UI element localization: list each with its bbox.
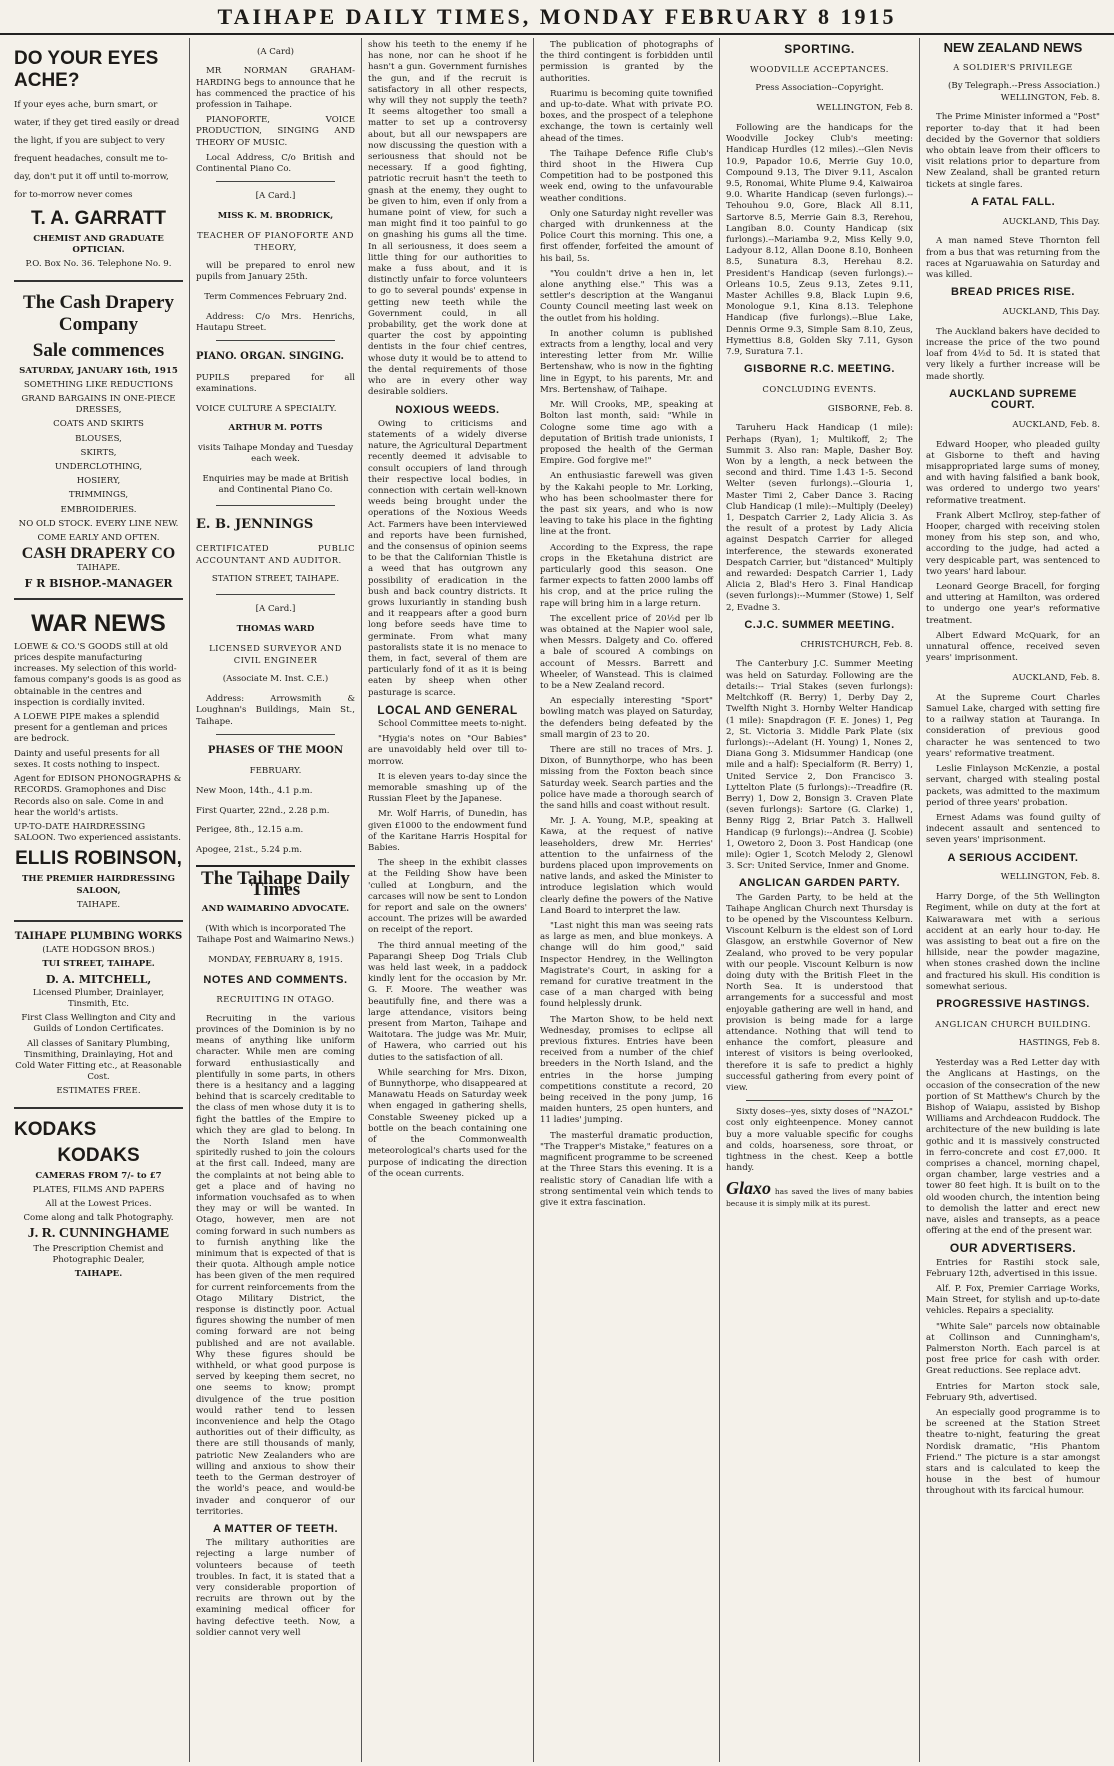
dateline: HASTINGS, Feb 8. xyxy=(1018,1038,1100,1049)
news-item: Mr. Will Crooks, MP., speaking at Bolton last month, said: "While in Cologne some time ago with a deputation of British trade unionists, I proposed the health of the German Empire. God forgive me!" xyxy=(540,400,713,467)
local-item: "Hygia's notes on "Our Babies" are unavoidably held over till to-morrow. xyxy=(368,734,527,767)
cash-co: CASH DRAPERY CO xyxy=(21,545,176,563)
notes-head: NOTES AND COMMENTS. xyxy=(203,973,348,986)
press-line: Press Association--Copyright. xyxy=(755,83,884,94)
kodak-prices: All at the Lowest Prices. xyxy=(45,1198,152,1209)
moon-phase: New Moon, 14th., 4.1 p.m. xyxy=(196,785,313,796)
plumb-sub: (LATE HODGSON BROS.) xyxy=(42,945,155,956)
sale-line1: SOMETHING LIKE REDUCTIONS xyxy=(23,379,174,390)
card-label: [A Card.] xyxy=(255,603,296,614)
news-item: Ruarimu is becoming quite townified and up-to-date. What with private P.O. boxes, and the prospect of a telephone exchange, the town is certainly well ahead of the times. xyxy=(540,88,713,144)
graham-text-3: Local Address, C/o British and Continental Piano Co. xyxy=(196,152,355,175)
column-cards xyxy=(190,38,362,1762)
local-item: The sheep in the exhibit classes at the Feilding Show have been 'culled at Longburn, and the carcases will now be sent to London for report and sale on the owners' account. The prizes will be awarded on receipt of the report. xyxy=(368,858,527,936)
cunningham-name: J. R. CUNNINGHAME xyxy=(27,1226,170,1242)
plumb-name: D. A. MITCHELL, xyxy=(45,972,152,986)
ward-name: THOMAS WARD xyxy=(236,623,315,634)
news-item: An especially interesting "Sport" bowling match was played on Saturday, the defenders being defeated by the small margin of 23 to 20. xyxy=(540,696,713,740)
advertisers-text: Entries for Marton stock sale, February 9th, advertised. xyxy=(926,1381,1100,1403)
teeth-continued: show his teeth to the enemy if he has none, nor can he shoot if he hasn't a gun. Government furnishes the gun, and if the recruit is satisfactory in all other respects, why will they not supply the teeth? It seems altogether too small a matter to set up a controversy about, but all our newspapers are now discussing the question with a seriousness that should not be necessary. If a good fighting, patriotic recruit hasn't the teeth to gnash at the enemy, they ought to be given to him, even if only from a humane point of view, for such a man might find it too painful to go on gnashing his gums all the time. In all seriousness, it does seem a little thing for our authorities to make a fuss about, and it is distinctly unfair to force volunteers to go to several pounds' expense in getting new teeth while the Government could, in all probability, get the work done at quarter the cost by appointing dentists in the four chief centres, whose duty it would be to attend to the dental requirements of those who are in every other way desirable soldiers. xyxy=(368,40,527,398)
court-text: Leslie Finlayson McKenzie, a postal servant, charged with stealing postal packets, was admitted to the maximum period of three years' probation. xyxy=(926,764,1100,808)
column-sporting xyxy=(720,38,920,1762)
news-item: The Marton Show, to be held next Wednesday, promises to eclipse all previous fixtures. Entries have been received from a number of the chief breeders in the North Island, and the entries in the horse jumping competitions constitute a record, 20 being received in the pony jump, 16 maiden hunters, 25 open hunters, and 11 ladies' jumping. xyxy=(540,1014,713,1126)
plumb-cert: First Class Wellington and City and Guilds of London Certificates. xyxy=(21,1013,176,1035)
advertisers-text: "White Sale" parcels now obtainable at Collinson and Cunningham's, Palmerston North. Each parcel is at post free price for cash with order. Great reductions. See replace advt. xyxy=(926,1321,1100,1377)
potts-text: visits Taihape Monday and Tuesday each week. xyxy=(197,443,354,465)
dateline: (By Telegraph.--Press Association.) WELLINGTON, Feb. 8. xyxy=(948,81,1100,103)
war-text: Agent for EDISON PHONOGRAPHS & RECORDS. Gramophones and Disc Records also on sale. Come in and hear the world's artists. xyxy=(14,774,182,818)
advertisers-text: Alf. P. Fox, Premier Carriage Works, Main Street, for stylish and up-to-date vehicles. Repairs a speciality. xyxy=(926,1283,1100,1317)
news-item: "You couldn't drive a hen in, let alone anything else." This was a settler's description at the Wanganui County Council meeting last week on the outlet from his holding. xyxy=(540,268,713,324)
woodville-head: WOODVILLE ACCEPTANCES. xyxy=(750,63,889,74)
moon-month: FEBRUARY. xyxy=(249,766,302,776)
jennings-name: E. B. JENNINGS xyxy=(196,517,314,533)
nazol-ad: Sixty doses--yes, sixty doses of "NAZOL" cost only eighteenpence. Money cannot buy a more valuable specific for coughs and colds, hoarseness, sore throat, or tightness in the chest. Keep a bottle handy. xyxy=(726,1107,913,1174)
cash-drapery-ad xyxy=(14,282,183,600)
war-text: Dainty and useful presents for all sexes. It costs nothing to inspect. xyxy=(14,748,160,770)
kodak-ad xyxy=(14,1109,183,1290)
divider xyxy=(216,181,335,182)
sale-line2: GRAND BARGAINS IN ONE-PIECE DRESSES, xyxy=(21,394,176,416)
ward-assoc: (Associate M. Inst. C.E.) xyxy=(222,674,329,685)
local-item: School Committee meets to-night. xyxy=(378,718,527,729)
war-news-title: WAR NEWS xyxy=(31,609,166,637)
sale-date: SATURDAY, JANUARY 16th, 1915 xyxy=(19,365,178,376)
column-nz-news xyxy=(920,38,1106,1762)
court-text: Ernest Adams was found guilty of indecent assault and sentenced to seven years' imprisonment. xyxy=(926,812,1100,846)
edition-date: MONDAY, FEBRUARY 8, 1915. xyxy=(208,954,343,965)
divider xyxy=(746,1100,893,1101)
news-item: There are still no traces of Mrs. J. Dixon, of Bunnythorpe, who has been missing from the Foxton beach since Saturday week. Search parties and the police have made a thorough search of the sand hills and coast without result. xyxy=(540,744,713,811)
dateline: AUCKLAND, This Day. xyxy=(1002,307,1100,318)
paper-title: The Taihape Daily Times xyxy=(201,867,350,901)
court-head: AUCKLAND SUPREME COURT. xyxy=(949,387,1077,412)
brodrick-title: TEACHER OF PIANOFORTE AND THEORY, xyxy=(197,230,354,252)
divider xyxy=(216,734,335,735)
potts-enquiries: Enquiries may be made at British and Continental Piano Co. xyxy=(202,474,349,496)
hastings-sub: ANGLICAN CHURCH BUILDING. xyxy=(935,1018,1091,1029)
potts-name: ARTHUR M. POTTS xyxy=(228,423,323,434)
piano-head: PIANO. ORGAN. SINGING. xyxy=(196,351,345,363)
gisborne-sub: CONCLUDING EVENTS. xyxy=(762,383,877,394)
sale-item: SKIRTS, xyxy=(80,447,117,458)
kodaks-title-2: KODAKS xyxy=(57,1144,140,1166)
court-text: At the Supreme Court Charles Samuel Lake, charged with setting fire to a railway station at Tauranga. In consideration of previous good character he was sentenced to two years' reformative treatment. xyxy=(926,692,1100,759)
advertisers-text: Entries for Rastihi stock sale, February 12th, advertised in this issue. xyxy=(926,1257,1100,1279)
sporting-head: SPORTING. xyxy=(784,42,855,56)
dateline: AUCKLAND, This Day. xyxy=(1002,216,1100,227)
sale-item: HOSIERY, xyxy=(76,476,121,487)
news-item: The publication of photographs of the third contingent is forbidden until permission is granted by the authorities. xyxy=(540,40,713,84)
sale-item: EMBROIDERIES. xyxy=(60,504,137,515)
garden-text: The Garden Party, to be held at the Taihape Anglican Church next Thursday is to be opened by the Viscountess Kelburn. Viscount Kelburn is the eldest son of Lord Glasgow, an erstwhile Governor of New Zealand, who proved to be very popular with our people. Viscount Kelburn is now doing duty with the British Fleet in the North Sea. It is understood that arrangements for a successful and most enjoyable gathering are well in hand, and provision is being made for a large attendance. Nothing that will tend to enhance the comfort, pleasure and interest of visitors is being overlooked, therefore it is safe to predict a highly successful gathering from every point of view. xyxy=(726,892,913,1093)
garden-head: ANGLICAN GARDEN PARTY. xyxy=(738,877,901,890)
cash-town: TAIHAPE. xyxy=(76,563,121,574)
jennings-address: STATION STREET, TAIHAPE. xyxy=(211,574,340,585)
sale-title: Sale commences xyxy=(32,339,165,361)
notes-sub: RECRUITING IN OTAGO. xyxy=(216,994,335,1005)
news-item: In another column is published extracts from a lengthy, local and very interesting letter from Mr. Willie Bertenshaw, who is now in the fighting line in Egypt, to his parents, Mr. and Mrs. Bertenshaw, of Taihape. xyxy=(540,328,713,395)
court-text: Frank Albert McIlroy, step-father of Hooper, charged with receiving stolen money from his step son, and who, according to the judge, had acted a very despicable part, was sentenced to two years' hard labour. xyxy=(926,510,1100,577)
nz-news-head: NEW ZEALAND NEWS xyxy=(943,40,1083,55)
jennings-title: CERTIFICATED PUBLIC ACCOUNTANT AND AUDITOR. xyxy=(196,543,355,565)
divider xyxy=(196,865,355,867)
cjc-text: The Canterbury J.C. Summer Meeting was held on Saturday. Following are the details:-- Trial Stakes (seven furlongs): Meltchkoff (R. Berry) 1, Derby Day 2, Twelfth Night 3. Hornby Welter Handicap (1 mile): Snapdragon (F. E. Jones) 1, Peg 2, St. Victoria 3. Middle Park Plate (six furlongs):--Adelant (H. Young) 1, Nones 2, Diana Gong 3. Midsummer Handicap (one mile and a half): Specialform (R. Berry) 1, United Service 2, Don Francisco 3. Lyttelton Plate (5 furlongs):--Treadfire (R. Berry) 1, Dow 2, Bonsign 3. Craven Plate (seven furlongs): Sartore (G. Clarke) 1, Benny Rigg 2, Briar Patch 3. Hallwell Handicap (9 furlongs):--Andrea (J. Scobie) 1, Owetoro 2, Doon 3. Post Handicap (one mile): Ogier 1, Scotch Melody 2, Glenowl 3. Scr: United Service, Inmer and Gnome. xyxy=(726,659,913,872)
moon-head: PHASES OF THE MOON xyxy=(207,744,344,756)
kodak-come: Come along and talk Photography. xyxy=(23,1213,174,1224)
teeth-text: The military authorities are rejecting a large number of volunteers because of teeth troubles. In fact, it is stated that a very considerable proportion of recruits are thrown out by the examining medical officer for having defective teeth. Now, a soldier cannot very well xyxy=(196,1538,355,1638)
gisborne-text: Taruheru Hack Handicap (1 mile): Perhaps (Ryan), 1; Multikoff, 2; The Summit 3. Also ran: Maple, Dasher Boy. Won by a length, a neck between the second and third. Time 1.43 1-5. Second Welter (seven furlongs).--Glouria 1, Master Timi 2, Caber Dance 3. Racing Club Handicap (1 mile):--Multiply (Deeley) 1, Despatch Carrier 2, Lady Alicia 3. As the result of a protest by Lady Alicia against Despatch Carrier for alleged interference, the stewards exonerated Despatch Carrier, but "distanced" Multiply and rewarded: Despatch Carrier 1, Lady Alicia 2, Blad's Hero 3. Final Handicap (seven furlongs):--Mummer (Stowe) 1, Self 2, Evadne 3. xyxy=(726,423,913,613)
war-text: A LOEWE PIPE makes a splendid present for a gentleman and prices are bedrock. xyxy=(14,712,168,745)
graham-text-2: PIANOFORTE, VOICE PRODUCTION, SINGING AND THEORY OF MUSIC. xyxy=(196,115,355,148)
ellis-town: TAIHAPE. xyxy=(76,899,121,910)
accident-text: Harry Dorge, of the 5th Wellington Regiment, while on duty at the fort at Kaiwarawara met with a serious accident at an early hour to-day. He was assisting to beat out a fire on the hillside, near the powder magazine, when stones crashed down the incline and fractured his skull. His condition is somewhat serious. xyxy=(926,892,1100,992)
ward-address: Address: Arrowsmith & Loughnan's Buildings, Main St., Taihape. xyxy=(196,694,355,727)
glaxo-ad xyxy=(726,1178,914,1210)
teeth-head: A MATTER OF TEETH. xyxy=(212,1522,339,1535)
fall-head: A FATAL FALL. xyxy=(970,195,1056,208)
sale-item: BLOUSES, xyxy=(75,433,122,444)
dateline: WELLINGTON, Feb 8. xyxy=(816,103,913,114)
court-text: Albert Edward McQuark, for an unnatural offence, received seven years' imprisonment. xyxy=(926,630,1100,664)
weeds-head: NOXIOUS WEEDS. xyxy=(395,403,500,416)
garratt-name: T. A. GARRATT xyxy=(30,208,167,229)
news-item: Mr. J. A. Young, M.P., speaking at Kawa, at the request of native leaseholders, drew Mr. Herries' attention to the unfairness of the burdens placed upon improvements on native lands, and asked the Minister to introduce legislation which would clearly define the powers of the Native Land Board to interpret the law. xyxy=(540,816,713,916)
moon-phase: First Quarter, 22nd., 2.28 p.m. xyxy=(196,805,330,816)
plumb-trade: Licensed Plumber, Drainlayer, Tinsmith, Etc. xyxy=(32,987,165,1009)
news-item: "Last night this man was seeing rats as large as men, and blue monkeys. A change will do him good," said Inspector Hendrey, in the Wellington Magistrate's Court, in asking for a remand for curative treatment in the case of a man charged with being found helplessly drunk. xyxy=(540,921,713,1010)
dateline: AUCKLAND, Feb. 8. xyxy=(1012,673,1100,684)
plumb-street: TUI STREET, TAIHAPE. xyxy=(42,959,155,970)
news-item: An enthusiastic farewell was given by the Kakahi people to Mr. Lorking, who has been schoolmaster there for the past six years, and who is now leaving to take his place in the fighting line at the front. xyxy=(540,471,713,538)
column-local-news xyxy=(534,38,720,1762)
sale-item: UNDERCLOTHING, xyxy=(54,462,143,473)
advertisers-text: An especially good programme is to be screened at the Station Street theatre to-night, featuring the great Nordisk dramatic, "His Phantom Friend." The picture is a star amongst stars and is calculated to keep the house in the best of humour throughout with its farcical humour. xyxy=(926,1408,1100,1497)
moon-phase: Perigee, 8th., 12.15 a.m. xyxy=(196,825,304,836)
sale-line3: NO OLD STOCK. EVERY LINE NEW. xyxy=(18,518,179,529)
column-ads xyxy=(8,38,190,1762)
piano-text: PUPILS prepared for all examinations. xyxy=(196,372,355,394)
card-label: [A Card.] xyxy=(255,190,296,201)
cash-title: The Cash Drapery Company xyxy=(23,291,174,335)
weeds-text: Owing to criticisms and statements of a widely diverse nature, the Agricultural Department recently deemed it advisable to consult occupiers of land through their respective local bodies, in connection with certain well-known weeds being brought under the operations of the Noxious Weeds Act. Farmers have been interviewed and reports have been furnished, and the consensus of opinion seems to be that the Californian Thistle is a weed that has outgrown any possibility of eradication in the bush and back country districts. It grows luxuriantly in standing bush and it reappears after a good burn long before seeds have time to germinate. From what many pastoralists state it is no menace to them, in fact, several of them are particularly fond of it as it is being eaten by sheep when other pasturage is scarce. xyxy=(368,418,527,698)
eyes-headline: DO YOUR EYES ACHE? xyxy=(14,48,159,91)
cash-manager: F R BISHOP.-MANAGER xyxy=(24,576,173,590)
kodak-plates: PLATES, FILMS AND PAPERS xyxy=(32,1184,165,1195)
sale-item: COATS AND SKIRTS xyxy=(53,419,144,430)
cunningham-title: The Prescription Chemist and Photographic Dealer, xyxy=(33,1243,164,1265)
glaxo-logo: Glaxo xyxy=(726,1178,771,1199)
kodaks-title: KODAKS xyxy=(14,1118,97,1140)
masthead: TAIHAPE DAILY TIMES, MONDAY FEBRUARY 8 1915 xyxy=(0,4,1114,35)
cjc-head: C.J.C. SUMMER MEETING. xyxy=(744,618,895,631)
local-item: While searching for Mrs. Dixon, of Bunnythorpe, who disappeared at Manawatu Heads on Saturday week when engaged in gathering shells, Constable Sweeney picked up a bottle on the beach containing one of the Commonwealth meteorological's charts used for the purpose of indicating the direction of the ocean currents. xyxy=(368,1067,527,1179)
news-item: The masterful dramatic production, "The Trapper's Mistake," features on a magnificent programme to be screened at the Three Stars this evening. It is a realistic story of Canadian life with a strong sentimental vein which tends to give it extra fascination. xyxy=(540,1130,713,1208)
brodrick-address: Address: C/o Mrs. Henrichs, Hautapu Street. xyxy=(196,312,355,334)
garratt-title: CHEMIST AND GRADUATE OPTICIAN. xyxy=(33,234,164,256)
woodville-text: Following are the handicaps for the Woodville Jockey Club's meeting: Handicap Hurdles (12 miles).--Glen Nevis 10.9, Papador 10.6, Merrie Guy 10.0, Compound 9.13, The Diver 9.11, Ascalon 9.5, Ronomai, White Plume 9.4, Kaiwairoa 9.0. Wharite Handicap (seven furlongs).--Tehouhou 9.0, Gore, Black All 8.11, Sartorve 8.5, Merrie Gain 8.3, Rerehou, Langiban 8.0. County Handicap (six furlongs).--Mariamba 9.2, Miss Kelly 9.0, Ladyour 8.12, Allan Doone 8.10, Bonheen 8.5, Sunatura 8.3, Herehau 8.2. President's Handicap (seven furlongs).--Orleans 10.5, Zeus 9.13, Zetes 9.11, Master Achilles 9.8, Black Lupin 9.6, Monologue 9.1, Kina 8.13. Telephone Handicap (five furlongs).--Blue Lake, Dennis Orme 9.3, Simple Sam 8.10, Zeus, Hymettius 8.8, Golden Sky 7.11, Gyson 7.9, Suratura 7.1. xyxy=(726,122,913,358)
news-item: The Taihape Defence Rifle Club's third shoot in the Hiwera Cup Competition had to be postponed this week end, owing to the unfavourable weather conditions. xyxy=(540,148,713,204)
plumb-text: All classes of Sanitary Plumbing, Tinsmithing, Drainlaying, Hot and Cold Water Fitting etc., at Reasonable Cost. xyxy=(15,1038,182,1083)
dateline: AUCKLAND, Feb. 8. xyxy=(1012,419,1100,430)
column-articles xyxy=(362,38,534,1762)
voice-text: VOICE CULTURE A SPECIALTY. xyxy=(196,403,337,414)
local-head: LOCAL AND GENERAL xyxy=(377,702,518,717)
ellis-sub: THE PREMIER HAIRDRESSING SALOON, xyxy=(22,874,175,896)
war-text: LOEWE & CO.'S GOODS still at old prices despite manufacturing increases. My selection of this world-famous company's goods is as good as obtainable in the centres and inspection is cordially invited. xyxy=(14,641,182,708)
gisborne-head: GISBORNE R.C. MEETING. xyxy=(744,363,895,376)
ward-title: LICENSED SURVEYOR AND CIVIL ENGINEER xyxy=(209,643,342,665)
war-text: UP-TO-DATE HAIRDRESSING SALOON. Two experienced assistants. xyxy=(14,821,181,844)
brodrick-text: will be prepared to enrol new pupils from January 25th. xyxy=(196,261,355,283)
divider xyxy=(216,505,335,506)
dateline: GISBORNE, Feb. 8. xyxy=(827,403,913,414)
privilege-text: The Prime Minister informed a "Post" reporter to-day that it had been decided by the Governor that soldiers who obtain leave from their officers to visit relations prior to departure from New Zealand, shall be granted return tickets at single fares. xyxy=(926,112,1100,190)
dateline: WELLINGTON, Feb. 8. xyxy=(1000,872,1100,883)
kodak-cameras: CAMERAS FROM 7/- to £7 xyxy=(35,1170,162,1181)
brodrick-term: Term Commences February 2nd. xyxy=(204,292,347,303)
court-text: Leonard George Bracell, for forging and uttering at Hamilton, was ordered to undergo one year's reformative treatment. xyxy=(926,582,1100,626)
local-item: It is eleven years to-day since the memorable smashing up of the Russian Fleet by the Japanese. xyxy=(368,771,527,805)
columns xyxy=(8,38,1106,1762)
bread-text: The Auckland bakers have decided to increase the price of the two pound loaf from 4½d to 5d. It is stated that very likely a further increase will be made shortly. xyxy=(926,326,1100,382)
ellis-name: ELLIS ROBINSON, xyxy=(15,848,182,870)
garratt-contact: P.O. Box No. 36. Telephone No. 9. xyxy=(25,259,172,270)
notes-text: Recruiting in the various provinces of the Dominion is by no means of anything like uniform character. While men are coming forward enthusiastically and plentifully in some parts, in others there is a hesitancy and a lagging behind that is scarcely creditable to the class of men whose duty it is to fight the battles of the Empire to which they are glad to belong. In the North Island men have spiritedly rushed to join the colours at the first call. Indeed, many are the complaints at not being able to get a place and of having no information vouchsafed as to when they may or will be wanted. In Otago, however, men are not coming forward in such numbers as to furnish anything like the minimum that is expected of that is their quota. Although ample notice has been given of the men required for current reinforcements from the Otago Military District, the response is distinctly poor. Actual figures showing the number of men coming forward are not being published and are not available. Why these figures should be withheld, or what good purpose is served by keeping them secret, no one seems to know; prompt divulgence of the true position would rather tend to lessen inconvenience and help the Otago authorities out of their difficulty, as there are still thousands of manly, patriotic New Zealanders who are willing and anxious to show their teeth to the German destroyer of the world's peace, and would-be invader and conqueror of our territories. xyxy=(196,1013,355,1517)
brodrick-name: MISS K. M. BRODRICK, xyxy=(217,210,334,221)
advertisers-head: OUR ADVERTISERS. xyxy=(949,1241,1077,1256)
bread-head: BREAD PRICES RISE. xyxy=(951,286,1075,299)
news-item: Only one Saturday night reveller was charged with drunkenness at the Police Court this morning. This one, a first offender, forfeited the amount of his bail, 5s. xyxy=(540,208,713,264)
graham-text: MR NORMAN GRAHAM-HARDING begs to announce that he has commenced the practice of his profession in Taihape. xyxy=(196,66,355,110)
moon-phase: Apogee, 21st., 5.24 p.m. xyxy=(196,845,302,856)
accident-head: A SERIOUS ACCIDENT. xyxy=(947,851,1079,864)
glaxo-text: has saved the lives of many babies because it is simply milk at its purest. xyxy=(726,1187,914,1209)
court-text: Edward Hooper, who pleaded guilty at Gisborne to theft and having misappropriated large sums of money, and with having falsified a bank book, was ordered to undergo two years' reformative treatment. xyxy=(926,439,1100,506)
war-news-ad xyxy=(14,600,183,922)
plumb-est: ESTIMATES FREE. xyxy=(56,1086,141,1097)
privilege-head: A SOLDIER'S PRIVILEGE xyxy=(953,61,1073,72)
paper-subtitle: AND WAIMARINO ADVOCATE. xyxy=(201,903,350,914)
divider xyxy=(216,340,335,341)
cunningham-town: TAIHAPE. xyxy=(74,1268,123,1279)
dateline: CHRISTCHURCH, Feb. 8. xyxy=(800,639,913,650)
fall-text: A man named Steve Thornton fell from a bus that was returning from the races at Ngaruawahia on Saturday and was killed. xyxy=(926,236,1100,281)
plumbing-ad xyxy=(14,922,183,1109)
plumb-title: TAIHAPE PLUMBING WORKS xyxy=(14,930,183,942)
hastings-text: Yesterday was a Red Letter day with the Anglicans at Hastings, on the occasion of the consecration of the new portion of St Matthew's Church by the Bishop of Waiapu, assisted by Bishop Williams and Archdeacon Ruddock. The architecture of the new building is late gothic and it is massively constructed in ferro-concrete and cost £7,000. It comprises a chancel, morning chapel, organ chamber, large vestries and a tower 80 feet high. It is built on to the old wooden church, the intention being to demolish the latter and erect new nave, aisles and transepts, as a peace offering at the end of the present war. xyxy=(926,1058,1100,1237)
garratt-ad xyxy=(14,38,183,282)
local-item: The third annual meeting of the Paparangi Sheep Dog Trials Club was held last week, in a paddock kindly lent for the occasion by Mr. G. F. Moore. The weather was beautifully fine, and there was a large attendance, visitors being present from Marton, Taihape and Waitotara. The judge was Mr. Muir, of Hawera, who carried out his duties to the satisfaction of all. xyxy=(368,940,527,1063)
sale-item: TRIMMINGS, xyxy=(68,490,129,501)
paper-note: (With which is incorporated The Taihape Post and Waimarino News.) xyxy=(197,923,354,945)
news-item: According to the Express, the rape crops in the Eketahuna district are particularly good this season. One farmer expects to fatten 2000 lambs off his crop, and at the price ruling the rape will bring him in a large return. xyxy=(540,542,713,609)
hastings-head: PROGRESSIVE HASTINGS. xyxy=(936,997,1090,1010)
news-item: The excellent price of 20½d per lb was obtained at the Napier wool sale, when Messrs. Dalgety and Co. offered a bale of scoured A combings on account of Messrs. Barrett and Wheeler, of Wanstead. This is claimed to be a New Zealand record. xyxy=(540,613,713,691)
card-label: (A Card) xyxy=(257,46,294,57)
sale-line4: COME EARLY AND OFTEN. xyxy=(37,533,160,544)
eyes-text: If your eyes ache, burn smart, or water, if they get tired easily or dread the light, if you are subject to very frequent headaches, consult me to-day, don't put it off until to-morrow, for to-morrow never comes xyxy=(14,100,180,200)
local-item: Mr. Wolf Harris, of Dunedin, has given £1000 to the endowment fund of the Karitane Harris Hospital for Babies. xyxy=(368,809,527,854)
divider xyxy=(216,594,335,595)
